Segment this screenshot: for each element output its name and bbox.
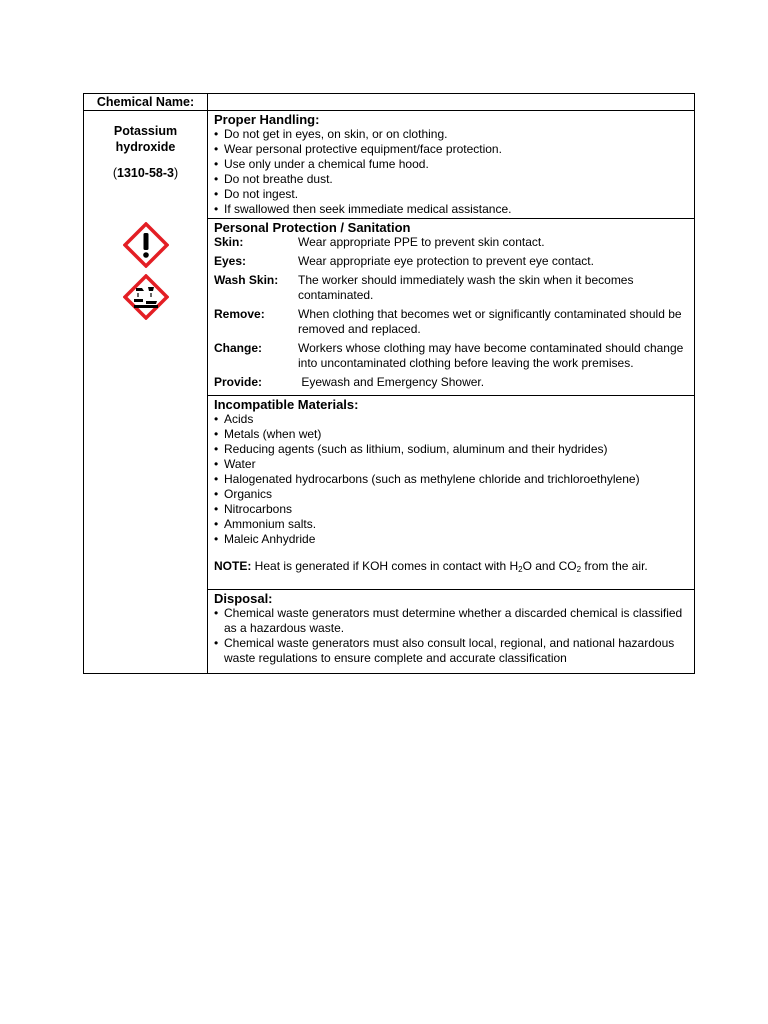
incompatible-materials-cell: [208, 396, 695, 590]
chemical-identity-cell: [84, 111, 208, 674]
personal-protection-title: Personal Protection / Sanitation: [214, 220, 411, 235]
list-item: • Ammonium salts.: [214, 517, 688, 532]
chemical-name-value-cell: [208, 94, 695, 111]
incompatible-materials-list: [214, 412, 688, 547]
protection-row-remove: Remove: When clothing that becomes wet or significantly contaminated should be removed and replaced.: [214, 307, 682, 336]
list-item: • If swallowed then seek immediate medical assistance.: [214, 202, 688, 217]
incompatible-materials-title: Incompatible Materials:: [214, 397, 359, 412]
list-item: • Nitrocarbons: [214, 502, 688, 517]
list-item: • Reducing agents (such as lithium, sodium, aluminum and their hydrides): [214, 442, 688, 457]
protection-row-wash-skin: Wash Skin: The worker should immediately wash the skin when it becomes contaminated.: [214, 273, 634, 302]
exclamation-mark-pictogram-icon: [123, 222, 169, 268]
protection-row-skin: Skin: Wear appropriate PPE to prevent skin contact.: [214, 235, 545, 249]
list-item: • Water: [214, 457, 688, 472]
list-item: • Do not get in eyes, on skin, or on clothing.: [214, 127, 688, 142]
cas-number: (1310-58-3): [112, 166, 179, 180]
list-item: • Acids: [214, 412, 688, 427]
disposal-list: [214, 606, 688, 666]
handling-row: [84, 111, 695, 219]
koh-heat-note: NOTE: Heat is generated if KOH comes in contact with $H_2O$ and $CO_2$ from the air.: [214, 559, 648, 574]
list-item: • Do not ingest.: [214, 187, 688, 202]
list-item: • Chemical waste generators must determine whether a discarded chemical is classified as a hazardous waste.: [214, 606, 688, 636]
list-item: • Wear personal protective equipment/face protection.: [214, 142, 688, 157]
protection-row-change: Change: Workers whose clothing may have become contaminated should change into uncontaminated clothing before leaving the work premises.: [214, 341, 684, 370]
disposal-title: Disposal:: [214, 591, 273, 606]
chemical-name: Potassium hydroxide: [113, 124, 178, 154]
disposal-cell: [208, 590, 695, 674]
header-row: [84, 94, 695, 111]
list-item: • Use only under a chemical fume hood.: [214, 157, 688, 172]
list-item: • Organics: [214, 487, 688, 502]
proper-handling-title: Proper Handling:: [214, 112, 320, 127]
chemical-name-label: Chemical Name:: [84, 94, 208, 111]
corrosion-pictogram-icon: [123, 274, 169, 320]
list-item: • Maleic Anhydride: [214, 532, 688, 547]
list-item: • Do not breathe dust.: [214, 172, 688, 187]
list-item: • Chemical waste generators must also consult local, regional, and national hazardous waste regulations to ensure complete and accurate classification: [214, 636, 688, 666]
protection-row-provide: Provide: Eyewash and Emergency Shower.: [214, 375, 485, 389]
list-item: • Halogenated hydrocarbons (such as methylene chloride and trichloroethylene): [214, 472, 688, 487]
list-item: • Metals (when wet): [214, 427, 688, 442]
protection-row-eyes: Eyes: Wear appropriate eye protection to prevent eye contact.: [214, 254, 594, 268]
proper-handling-cell: [208, 111, 695, 219]
chemical-safety-table: [83, 93, 695, 674]
personal-protection-cell: [208, 219, 695, 396]
proper-handling-list: [214, 127, 688, 217]
